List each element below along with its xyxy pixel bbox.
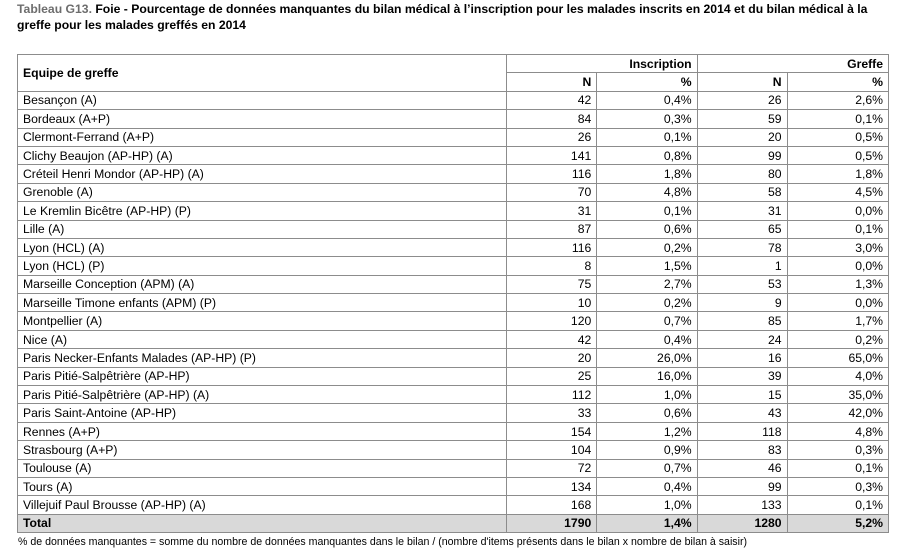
total-pct-inscription: 1,4% [597,514,697,532]
cell-team: Paris Pitié-Salpêtrière (AP-HP) (A) [18,386,507,404]
cell-team: Toulouse (A) [18,459,507,477]
header-greffe: Greffe [697,55,888,73]
cell-n-inscription: 104 [507,441,597,459]
cell-n-greffe: 85 [697,312,787,330]
table-row [18,202,889,220]
cell-pct-greffe: 0,0% [787,294,888,312]
header-n-greffe: N [697,73,787,91]
cell-pct-greffe: 1,3% [787,275,888,293]
table-row [18,441,889,459]
table-row [18,128,889,146]
cell-pct-greffe: 0,0% [787,257,888,275]
cell-n-greffe: 118 [697,422,787,440]
table-row [18,110,889,128]
cell-n-inscription: 168 [507,496,597,514]
table-row [18,294,889,312]
cell-n-inscription: 116 [507,165,597,183]
cell-team: Marseille Timone enfants (APM) (P) [18,294,507,312]
cell-team: Clichy Beaujon (AP-HP) (A) [18,146,507,164]
cell-pct-inscription: 0,4% [597,91,697,109]
table-row [18,91,889,109]
caption-label: Tableau G13. [17,2,92,16]
table-row [18,275,889,293]
cell-n-greffe: 9 [697,294,787,312]
cell-n-inscription: 42 [507,330,597,348]
cell-pct-greffe: 0,1% [787,496,888,514]
total-pct-greffe: 5,2% [787,514,888,532]
cell-team: Grenoble (A) [18,183,507,201]
cell-pct-inscription: 0,7% [597,312,697,330]
cell-pct-greffe: 0,1% [787,220,888,238]
caption-text: Foie - Pourcentage de données manquantes du bilan médical à l’inscription pour les malades inscrits en 2014 et du bilan médical à la greffe pour les malades greffés en 2014 [17,2,868,32]
cell-n-inscription: 84 [507,110,597,128]
cell-n-greffe: 58 [697,183,787,201]
cell-pct-inscription: 2,7% [597,275,697,293]
cell-pct-greffe: 42,0% [787,404,888,422]
cell-pct-inscription: 0,7% [597,459,697,477]
cell-pct-greffe: 0,5% [787,146,888,164]
cell-n-greffe: 16 [697,349,787,367]
missing-data-table [17,54,889,533]
cell-pct-inscription: 1,0% [597,386,697,404]
cell-n-greffe: 133 [697,496,787,514]
cell-team: Marseille Conception (APM) (A) [18,275,507,293]
table-row [18,367,889,385]
cell-n-greffe: 31 [697,202,787,220]
cell-pct-inscription: 0,6% [597,220,697,238]
cell-n-inscription: 134 [507,477,597,495]
cell-n-greffe: 24 [697,330,787,348]
header-pct-inscription: % [597,73,697,91]
table-row [18,257,889,275]
cell-pct-greffe: 0,3% [787,477,888,495]
cell-n-inscription: 141 [507,146,597,164]
cell-n-inscription: 25 [507,367,597,385]
cell-team: Bordeaux (A+P) [18,110,507,128]
header-row-groups [18,55,889,73]
cell-team: Le Kremlin Bicêtre (AP-HP) (P) [18,202,507,220]
cell-team: Nice (A) [18,330,507,348]
cell-n-inscription: 154 [507,422,597,440]
cell-pct-greffe: 2,6% [787,91,888,109]
table-row [18,477,889,495]
cell-n-greffe: 59 [697,110,787,128]
cell-pct-greffe: 0,2% [787,330,888,348]
cell-pct-inscription: 0,2% [597,238,697,256]
cell-team: Villejuif Paul Brousse (AP-HP) (A) [18,496,507,514]
cell-n-greffe: 15 [697,386,787,404]
cell-n-inscription: 72 [507,459,597,477]
cell-pct-greffe: 0,1% [787,459,888,477]
cell-n-inscription: 112 [507,386,597,404]
cell-team: Lyon (HCL) (P) [18,257,507,275]
cell-pct-inscription: 26,0% [597,349,697,367]
total-n-inscription: 1790 [507,514,597,532]
cell-pct-greffe: 3,0% [787,238,888,256]
cell-team: Lyon (HCL) (A) [18,238,507,256]
footnote: % de données manquantes = somme du nombre de données manquantes dans le bilan / (nombre d'items présents dans le bilan x nombre de bilan à saisir) [18,536,748,548]
cell-n-greffe: 78 [697,238,787,256]
cell-n-inscription: 31 [507,202,597,220]
total-row [18,514,889,532]
cell-pct-inscription: 1,5% [597,257,697,275]
cell-pct-inscription: 0,6% [597,404,697,422]
table-row [18,330,889,348]
cell-pct-inscription: 1,0% [597,496,697,514]
cell-team: Besançon (A) [18,91,507,109]
cell-team: Clermont-Ferrand (A+P) [18,128,507,146]
cell-pct-greffe: 0,0% [787,202,888,220]
cell-pct-inscription: 1,2% [597,422,697,440]
cell-pct-greffe: 0,3% [787,441,888,459]
total-n-greffe: 1280 [697,514,787,532]
table-row [18,349,889,367]
cell-n-inscription: 10 [507,294,597,312]
cell-team: Paris Necker-Enfants Malades (AP-HP) (P) [18,349,507,367]
cell-pct-greffe: 65,0% [787,349,888,367]
table-row [18,238,889,256]
cell-pct-inscription: 0,2% [597,294,697,312]
table-row [18,496,889,514]
cell-n-greffe: 26 [697,91,787,109]
cell-pct-greffe: 1,8% [787,165,888,183]
cell-n-inscription: 26 [507,128,597,146]
cell-pct-inscription: 1,8% [597,165,697,183]
cell-n-inscription: 20 [507,349,597,367]
cell-n-inscription: 33 [507,404,597,422]
cell-pct-greffe: 0,1% [787,110,888,128]
cell-n-greffe: 53 [697,275,787,293]
header-pct-greffe: % [787,73,888,91]
cell-pct-greffe: 0,5% [787,128,888,146]
cell-team: Tours (A) [18,477,507,495]
cell-pct-greffe: 4,8% [787,422,888,440]
cell-n-greffe: 39 [697,367,787,385]
table-row [18,165,889,183]
cell-pct-inscription: 4,8% [597,183,697,201]
header-team: Equipe de greffe [18,55,507,92]
cell-pct-inscription: 0,3% [597,110,697,128]
cell-pct-inscription: 0,4% [597,330,697,348]
table-row [18,459,889,477]
table-row [18,146,889,164]
cell-team: Paris Saint-Antoine (AP-HP) [18,404,507,422]
cell-pct-inscription: 16,0% [597,367,697,385]
cell-pct-inscription: 0,1% [597,128,697,146]
cell-n-inscription: 70 [507,183,597,201]
header-inscription: Inscription [507,55,697,73]
table-row [18,386,889,404]
header-n-inscription: N [507,73,597,91]
cell-team: Rennes (A+P) [18,422,507,440]
cell-n-greffe: 83 [697,441,787,459]
total-label: Total [18,514,507,532]
cell-n-greffe: 80 [697,165,787,183]
cell-pct-greffe: 4,0% [787,367,888,385]
cell-n-inscription: 116 [507,238,597,256]
cell-team: Montpellier (A) [18,312,507,330]
table-row [18,422,889,440]
table-caption [17,1,902,33]
cell-n-greffe: 1 [697,257,787,275]
cell-pct-inscription: 0,9% [597,441,697,459]
cell-n-inscription: 75 [507,275,597,293]
cell-team: Paris Pitié-Salpêtrière (AP-HP) [18,367,507,385]
cell-pct-inscription: 0,1% [597,202,697,220]
cell-team: Créteil Henri Mondor (AP-HP) (A) [18,165,507,183]
cell-n-greffe: 20 [697,128,787,146]
cell-pct-greffe: 1,7% [787,312,888,330]
table-body [18,91,889,514]
table-row [18,220,889,238]
cell-team: Strasbourg (A+P) [18,441,507,459]
cell-n-inscription: 8 [507,257,597,275]
table-row [18,404,889,422]
table-row [18,183,889,201]
cell-n-greffe: 43 [697,404,787,422]
cell-n-greffe: 46 [697,459,787,477]
cell-n-inscription: 120 [507,312,597,330]
cell-pct-inscription: 0,4% [597,477,697,495]
cell-pct-greffe: 4,5% [787,183,888,201]
cell-n-greffe: 99 [697,477,787,495]
table-row [18,312,889,330]
cell-n-greffe: 99 [697,146,787,164]
cell-team: Lille (A) [18,220,507,238]
cell-pct-greffe: 35,0% [787,386,888,404]
cell-pct-inscription: 0,8% [597,146,697,164]
cell-n-greffe: 65 [697,220,787,238]
cell-n-inscription: 87 [507,220,597,238]
cell-n-inscription: 42 [507,91,597,109]
